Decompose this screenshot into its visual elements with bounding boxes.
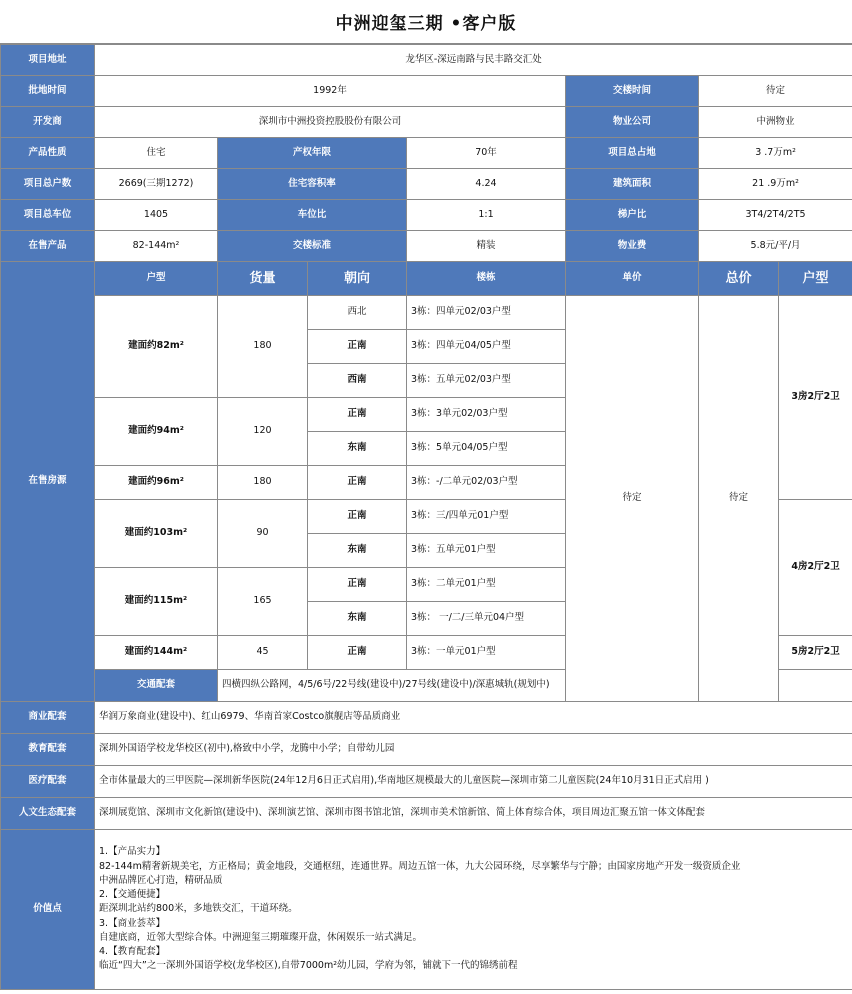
layout-3room: 3房2厅2卫 [779,296,852,500]
value-line: 3.【商业荟萃】 [99,917,166,929]
property-company-label: 物业公司 [566,107,699,138]
layout-4room: 4房2厅2卫 [779,500,852,636]
property-fee-value: 5.8元/平/月 [699,231,852,262]
culture-text: 深圳展览馆、深圳市文化新馆(建设中)、深圳演艺馆、深圳市图书馆北馆，深圳市美术馆新馆、简上体育综合体，项目周边汇聚五馆一体文体配套 [95,798,852,830]
approval-value: 1992年 [95,76,566,107]
orientation-cell: 西北 [308,296,407,330]
on-sale-value: 82-144m² [95,231,218,262]
education-label: 教育配套 [1,734,95,766]
info-table [0,44,852,990]
culture-label: 人文生态配套 [1,798,95,830]
building-cell: 3栋：3单元02/03户型 [407,398,566,432]
layout-5room: 5房2厅2卫 [779,636,852,670]
commerce-label: 商业配套 [1,702,95,734]
delivery-standard-label: 交楼标准 [218,231,407,262]
property-company-value: 中洲物业 [699,107,852,138]
header-total: 总价 [699,262,779,296]
total-value: 待定 [699,296,779,702]
stock-96: 180 [218,466,308,500]
building-cell: 3栋：四单元04/05户型 [407,330,566,364]
delivery-value: 待定 [699,76,852,107]
orientation-cell: 东南 [308,432,407,466]
header-stock: 货量 [218,262,308,296]
building-cell: 3栋：一单元01户型 [407,636,566,670]
delivery-label: 交楼时间 [566,76,699,107]
orientation-cell: 正南 [308,398,407,432]
tenure-value: 70年 [407,138,566,169]
approval-label: 批地时间 [1,76,95,107]
transport-label: 交通配套 [95,670,218,702]
parking-label: 项目总车位 [1,200,95,231]
unit-94: 建面约94m² [95,398,218,466]
unit-144: 建面约144m² [95,636,218,670]
stock-115: 165 [218,568,308,636]
value-line: 距深圳北站约800米，多地铁交汇，干道环绕。 [99,903,298,915]
address-label: 项目地址 [1,45,95,76]
building-cell: 3栋：-/二单元02/03户型 [407,466,566,500]
value-line: 82-144m精奢新规美宅，方正格局；黄金地段，交通枢纽，连通世界。周边五馆一体，九大公园环绕，尽享繁华与宁静；由国家房地产开发一级资质企业 [99,860,741,872]
parking-ratio-value: 1:1 [407,200,566,231]
value-points-label: 价值点 [1,830,95,990]
value-line: 2.【交通便捷】 [99,889,166,901]
orientation-cell: 正南 [308,330,407,364]
tenure-label: 产权年限 [218,138,407,169]
building-cell: 3栋：五单元02/03户型 [407,364,566,398]
stock-82: 180 [218,296,308,398]
medical-text: 全市体量最大的三甲医院—深圳新华医院(24年12月6日正式启用),华南地区规模最大的儿童医院—深圳市第二儿童医院(24年10月31日正式启用 ) [95,766,852,798]
property-fee-label: 物业费 [566,231,699,262]
building-cell: 3栋：二单元01户型 [407,568,566,602]
households-label: 项目总户数 [1,169,95,200]
header-price: 单价 [566,262,699,296]
stock-144: 45 [218,636,308,670]
build-area-label: 建筑面积 [566,169,699,200]
education-text: 深圳外国语学校龙华校区(初中),格致中小学，龙腾中小学；自带幼儿园 [95,734,852,766]
orientation-cell: 正南 [308,636,407,670]
building-cell: 3栋：三/四单元01户型 [407,500,566,534]
orientation-cell: 西南 [308,364,407,398]
developer-label: 开发商 [1,107,95,138]
building-cell: 3栋：五单元01户型 [407,534,566,568]
on-sale-label: 在售产品 [1,231,95,262]
listing-section-label: 在售房源 [1,262,95,702]
value-line: 自建底商，近邻大型综合体。中洲迎玺三期璀璨开盘，休闲娱乐一站式满足。 [99,931,423,943]
commerce-text: 华润万象商业(建设中)、红山6979、华南首家Costco旗舰店等品质商业 [95,702,852,734]
price-value: 待定 [566,296,699,702]
stock-94: 120 [218,398,308,466]
orientation-cell: 正南 [308,568,407,602]
nature-label: 产品性质 [1,138,95,169]
value-line: 中洲品牌匠心打造，精研品质 [99,874,223,886]
parking-value: 1405 [95,200,218,231]
transport-text: 四横四纵公路网，4/5/6号/22号线(建设中)/27号线(建设中)/深惠城轨(规划中) [218,670,852,702]
orientation-cell: 正南 [308,466,407,500]
developer-value: 深圳市中洲投资控股股份有限公司 [95,107,566,138]
parking-ratio-label: 车位比 [218,200,407,231]
address-value: 龙华区-深远南路与民丰路交汇处 [95,45,852,76]
unit-96: 建面约96m² [95,466,218,500]
value-line: 4.【教育配套】 [99,946,166,958]
stock-103: 90 [218,500,308,568]
value-line: 1.【产品实力】 [99,846,166,858]
header-unit: 户型 [95,262,218,296]
far-label: 住宅容积率 [218,169,407,200]
households-value: 2669(三期1272) [95,169,218,200]
orientation-cell: 正南 [308,500,407,534]
header-building: 楼栋 [407,262,566,296]
delivery-standard-value: 精装 [407,231,566,262]
building-cell: 3栋： 一/二/三单元04户型 [407,602,566,636]
site-area-label: 项目总占地 [566,138,699,169]
building-cell: 3栋：5单元04/05户型 [407,432,566,466]
building-cell: 3栋：四单元02/03户型 [407,296,566,330]
header-layout: 户型 [779,262,852,296]
site-area-value: 3 .7万m² [699,138,852,169]
header-orientation: 朝向 [308,262,407,296]
far-value: 4.24 [407,169,566,200]
orientation-cell: 东南 [308,602,407,636]
elevator-ratio-label: 梯户比 [566,200,699,231]
unit-115: 建面约115m² [95,568,218,636]
build-area-value: 21 .9万m² [699,169,852,200]
value-line: 临近“四大”之一深圳外国语学校(龙华校区),自带7000m²幼儿园，学府为邻，铺就下一代的锦绣前程 [99,960,518,972]
unit-103: 建面约103m² [95,500,218,568]
page-title: 中洲迎玺三期 •客户版 [0,0,852,44]
orientation-cell: 东南 [308,534,407,568]
nature-value: 住宅 [95,138,218,169]
elevator-ratio-value: 3T4/2T4/2T5 [699,200,852,231]
value-points [95,830,852,990]
medical-label: 医疗配套 [1,766,95,798]
unit-82: 建面约82m² [95,296,218,398]
